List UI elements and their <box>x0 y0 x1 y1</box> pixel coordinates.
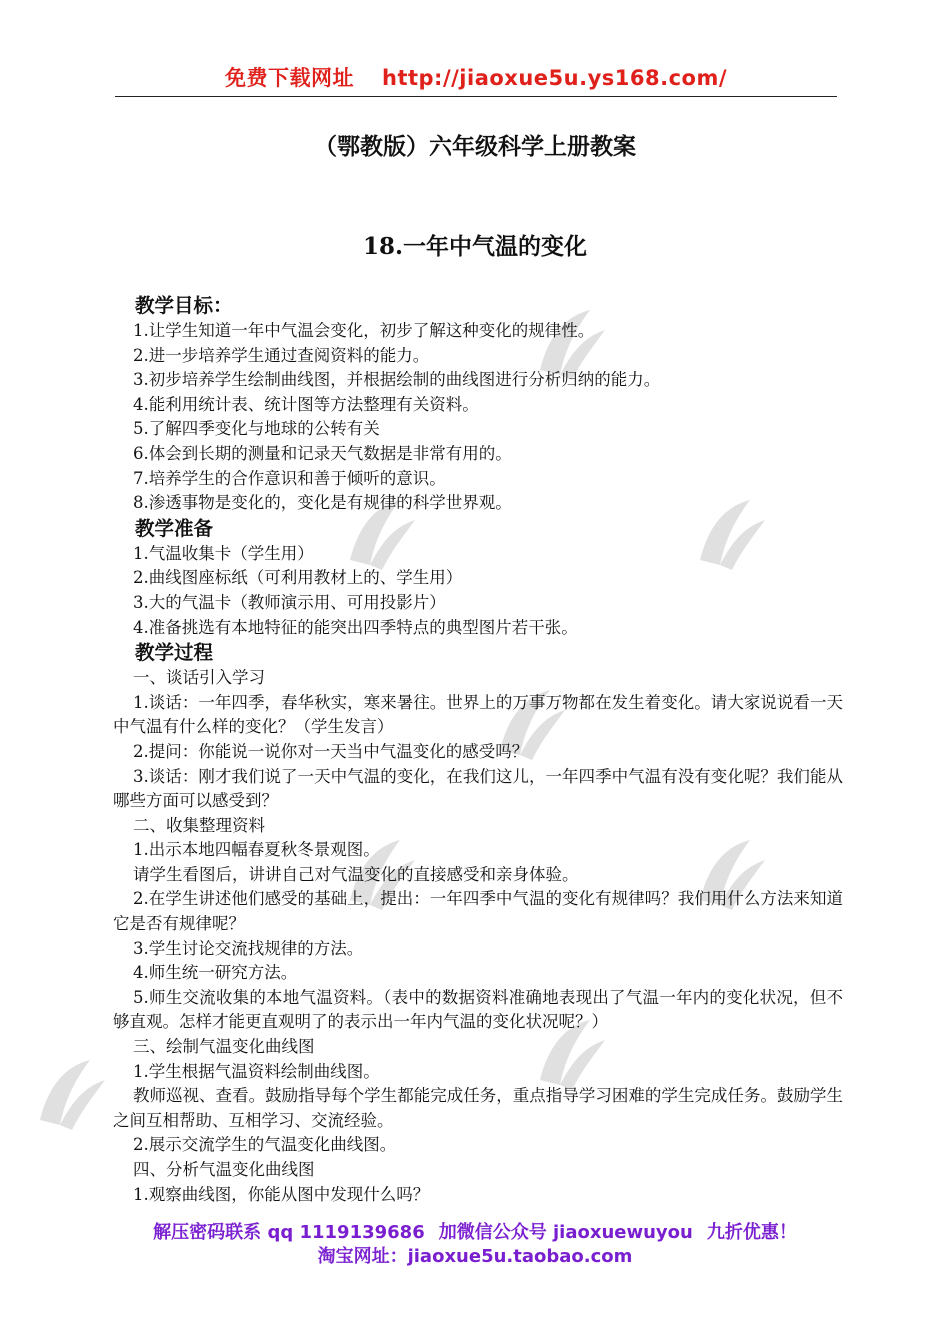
process-heading: 教学过程 <box>135 641 214 665</box>
objective-item: 3.初步培养学生绘制曲线图，并根据绘制的曲线图进行分析归纳的能力。 <box>133 370 661 390</box>
document-title: （鄂教版）六年级科学上册教案 <box>314 133 636 160</box>
process-paragraph: 教师巡视、查看。鼓励指导每个学生都能完成任务，重点指导学习困难的学生完成任务。鼓励学生之间互相帮助、互相学习、交流经验。 <box>113 1086 843 1130</box>
preparation-item: 2.曲线图座标纸（可利用教材上的、学生用） <box>133 568 463 588</box>
process-paragraph: 2.提问：你能说一说你对一天当中气温变化的感受吗？ <box>133 741 529 761</box>
process-subheading: 一、谈话引入学习 <box>133 668 265 688</box>
preparation-item: 4.准备挑选有本地特征的能突出四季特点的典型图片若干张。 <box>133 617 578 637</box>
footer-qq-text: 解压密码联系 qq 1119139686 <box>153 1222 425 1243</box>
preparation-item: 1.气温收集卡（学生用） <box>133 543 314 563</box>
objective-item: 1.让学生知道一年中气温会变化，初步了解这种变化的规律性。 <box>133 321 595 340</box>
process-paragraph: 2.在学生讲述他们感受的基础上，提出：一年四季中气温的变化有规律吗？我们用什么方法来知道它是否有规律呢？ <box>113 889 843 934</box>
objective-item: 5.了解四季变化与地球的公转有关 <box>133 419 380 439</box>
footer-contact <box>0 1218 950 1244</box>
header-banner <box>115 62 837 94</box>
process-paragraph: 5.师生交流收集的本地气温资料。（表中的数据资料准确地表现出了气温一年内的变化状况，但不够直观。怎样才能更直观明了的表示出一年内气温的变化状况呢？） <box>113 987 843 1032</box>
preparation-item: 3.大的气温卡（教师演示用、可用投影片） <box>133 592 446 612</box>
process-paragraph: 请学生看图后，讲讲自己对气温变化的直接感受和亲身体验。 <box>133 864 579 884</box>
lesson-content <box>113 293 843 1207</box>
footer-taobao-link[interactable]: 淘宝网址：jiaoxue5u.taobao.com <box>317 1246 633 1267</box>
header-divider <box>115 96 837 97</box>
process-subheading: 二、收集整理资料 <box>133 815 265 835</box>
process-paragraph: 3.学生讨论交流找规律的方法。 <box>133 938 364 958</box>
process-paragraph: 1.学生根据气温资料绘制曲线图。 <box>133 1061 380 1081</box>
preparation-heading: 教学准备 <box>135 516 214 540</box>
free-download-label: 免费下载网址 <box>225 66 354 90</box>
process-subheading: 三、绘制气温变化曲线图 <box>133 1037 315 1057</box>
process-paragraph: 1.谈话：一年四季，春华秋实，寒来暑往。世界上的万事万物都在发生着变化。请大家说说看一天中气温有什么样的变化？（学生发言） <box>113 692 843 737</box>
process-paragraph: 1.出示本地四幅春夏秋冬景观图。 <box>133 840 380 860</box>
footer-discount-text: 九折优惠！ <box>706 1222 797 1243</box>
objective-item: 2.进一步培养学生通过查阅资料的能力。 <box>133 345 430 365</box>
process-paragraph: 2.展示交流学生的气温变化曲线图。 <box>133 1135 397 1155</box>
process-paragraph: 4.师生统一研究方法。 <box>133 963 298 983</box>
objective-item: 7.培养学生的合作意识和善于倾听的意识。 <box>133 468 446 488</box>
objectives-heading: 教学目标： <box>135 294 233 317</box>
objective-item: 6.体会到长期的测量和记录天气数据是非常有用的。 <box>133 443 512 463</box>
footer-wechat-text: 加微信公众号 jiaoxuewuyou <box>438 1222 693 1243</box>
process-paragraph: 3.谈话：刚才我们说了一天中气温的变化，在我们这儿，一年四季中气温有没有变化呢？我们能从哪些方面可以感受到？ <box>113 766 843 811</box>
lesson-title: 18.一年中气温的变化 <box>362 233 587 260</box>
site-url-link[interactable]: http://jiaoxue5u.ys168.com/ <box>382 66 727 90</box>
objective-item: 4.能利用统计表、统计图等方法整理有关资料。 <box>133 394 479 414</box>
process-paragraph: 1.观察曲线图，你能从图中发现什么吗？ <box>133 1184 430 1204</box>
process-subheading: 四、分析气温变化曲线图 <box>133 1160 315 1179</box>
objective-item: 8.渗透事物是变化的，变化是有规律的科学世界观。 <box>133 493 512 513</box>
